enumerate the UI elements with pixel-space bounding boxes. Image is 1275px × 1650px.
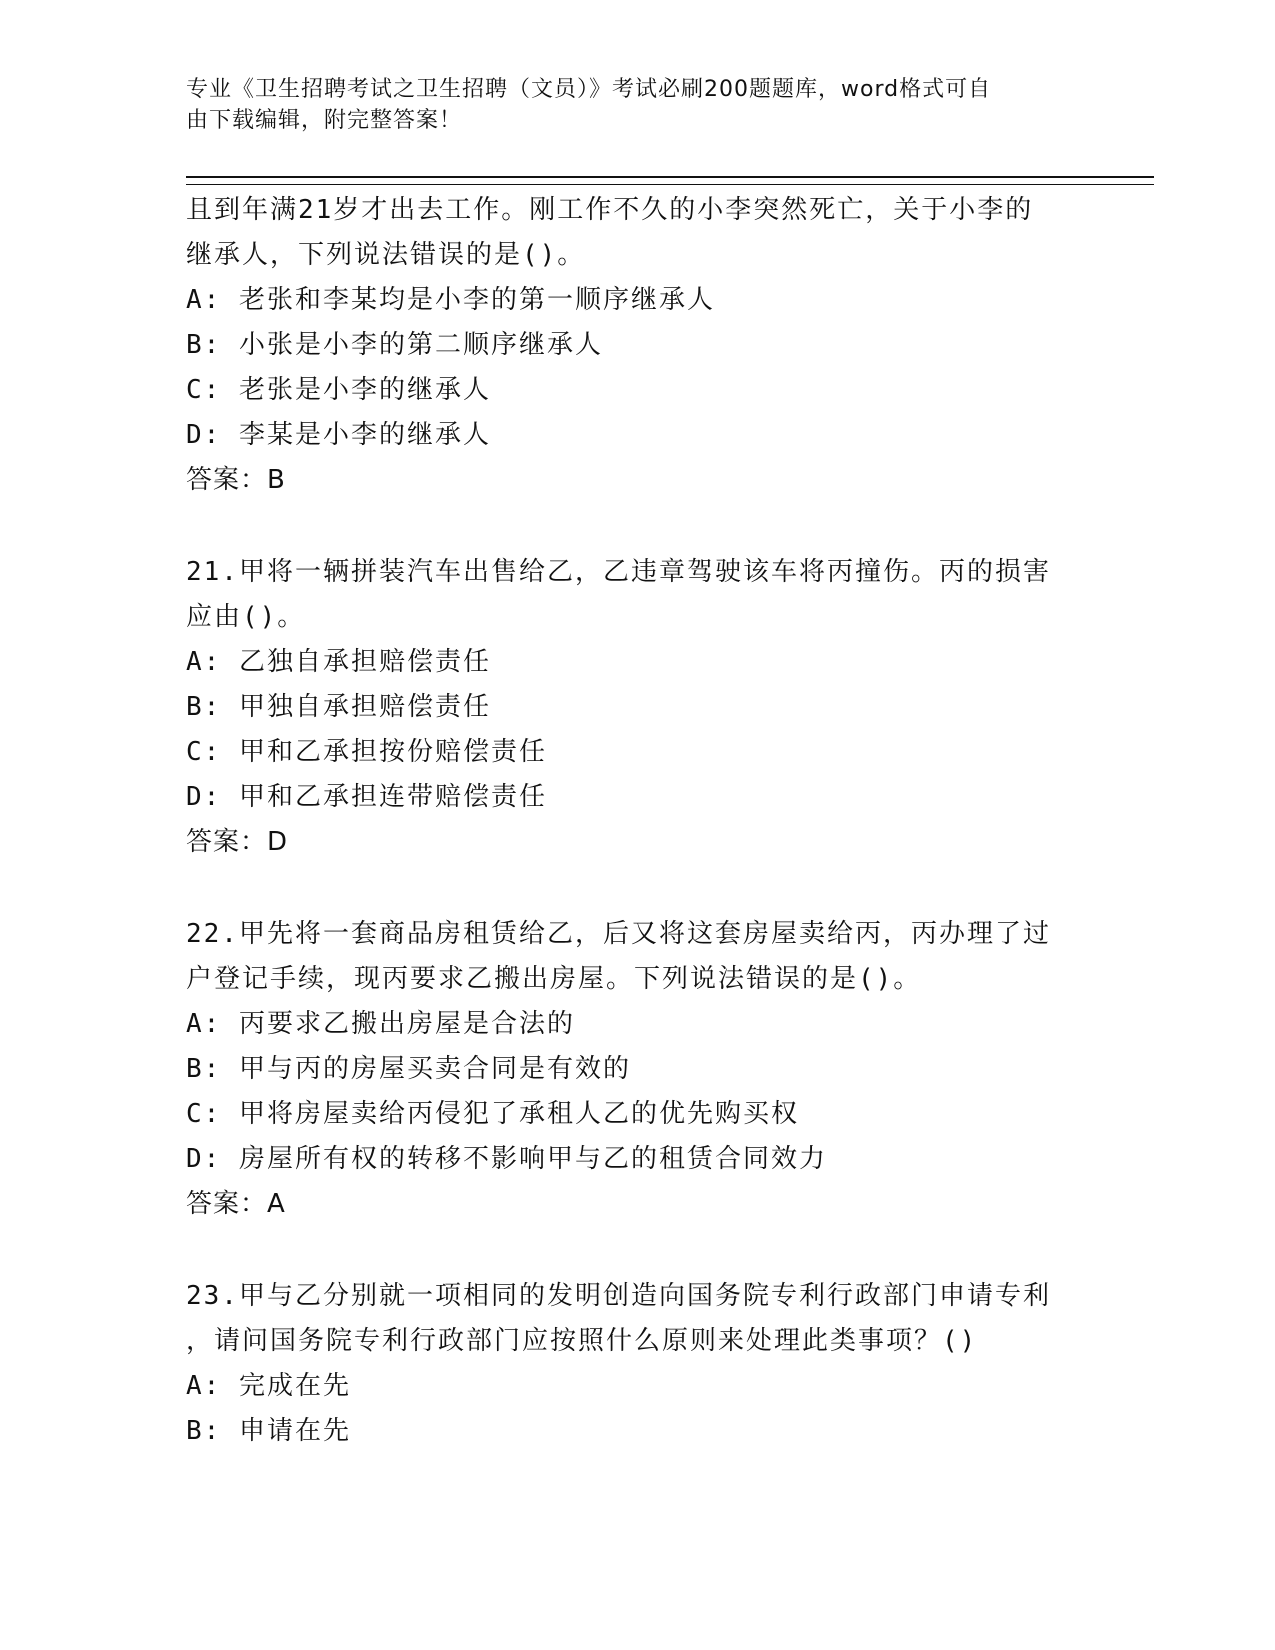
spacer xyxy=(186,1227,1086,1274)
option-b: B: 甲与丙的房屋买卖合同是有效的 xyxy=(186,1054,631,1084)
question-stem-line: 且到年满21岁才出去工作。刚工作不久的小李突然死亡，关于小李的 xyxy=(186,195,1034,225)
header-line-1: 专业《卫生招聘考试之卫生招聘（文员）》考试必刷200题题库，word格式可自 xyxy=(186,77,992,102)
question-22 xyxy=(186,912,1086,1227)
option-d: D: 李某是小李的继承人 xyxy=(186,420,491,450)
question-stem-line: 继承人，下列说法错误的是()。 xyxy=(186,240,586,270)
question-stem-line: ，请问国务院专利行政部门应按照什么原则来处理此类事项？() xyxy=(186,1326,978,1356)
option-b: B: 小张是小李的第二顺序继承人 xyxy=(186,330,603,360)
answer-line: 答案：B xyxy=(186,465,286,495)
option-c: C: 老张是小李的继承人 xyxy=(186,375,491,405)
answer-line: 答案：D xyxy=(186,827,289,857)
question-stem-line: 21.甲将一辆拼装汽车出售给乙，乙违章驾驶该车将丙撞伤。丙的损害 xyxy=(186,557,1051,587)
question-23 xyxy=(186,1274,1086,1454)
answer-line: 答案：A xyxy=(186,1189,286,1219)
header-divider xyxy=(186,176,1154,185)
header-line-2: 由下载编辑，附完整答案！ xyxy=(186,108,463,133)
option-c: C: 甲将房屋卖给丙侵犯了承租人乙的优先购买权 xyxy=(186,1099,799,1129)
question-list xyxy=(186,188,1086,1454)
option-d: D: 房屋所有权的转移不影响甲与乙的租赁合同效力 xyxy=(186,1144,827,1174)
question-stem-line: 22.甲先将一套商品房租赁给乙，后又将这套房屋卖给丙，丙办理了过 xyxy=(186,919,1051,949)
question-continued xyxy=(186,188,1086,503)
option-c: C: 甲和乙承担按份赔偿责任 xyxy=(186,737,547,767)
question-stem-line: 应由()。 xyxy=(186,602,306,632)
spacer xyxy=(186,865,1086,912)
option-a: A: 丙要求乙搬出房屋是合法的 xyxy=(186,1009,575,1039)
document-header xyxy=(186,74,1066,136)
spacer xyxy=(186,503,1086,550)
question-stem-line: 户登记手续，现丙要求乙搬出房屋。下列说法错误的是()。 xyxy=(186,964,922,994)
option-b: B: 甲独自承担赔偿责任 xyxy=(186,692,491,722)
option-a: A: 完成在先 xyxy=(186,1371,351,1401)
option-a: A: 乙独自承担赔偿责任 xyxy=(186,647,491,677)
option-d: D: 甲和乙承担连带赔偿责任 xyxy=(186,782,547,812)
option-b: B: 申请在先 xyxy=(186,1416,351,1446)
question-21 xyxy=(186,550,1086,865)
question-stem-line: 23.甲与乙分别就一项相同的发明创造向国务院专利行政部门申请专利 xyxy=(186,1281,1051,1311)
option-a: A: 老张和李某均是小李的第一顺序继承人 xyxy=(186,285,715,315)
